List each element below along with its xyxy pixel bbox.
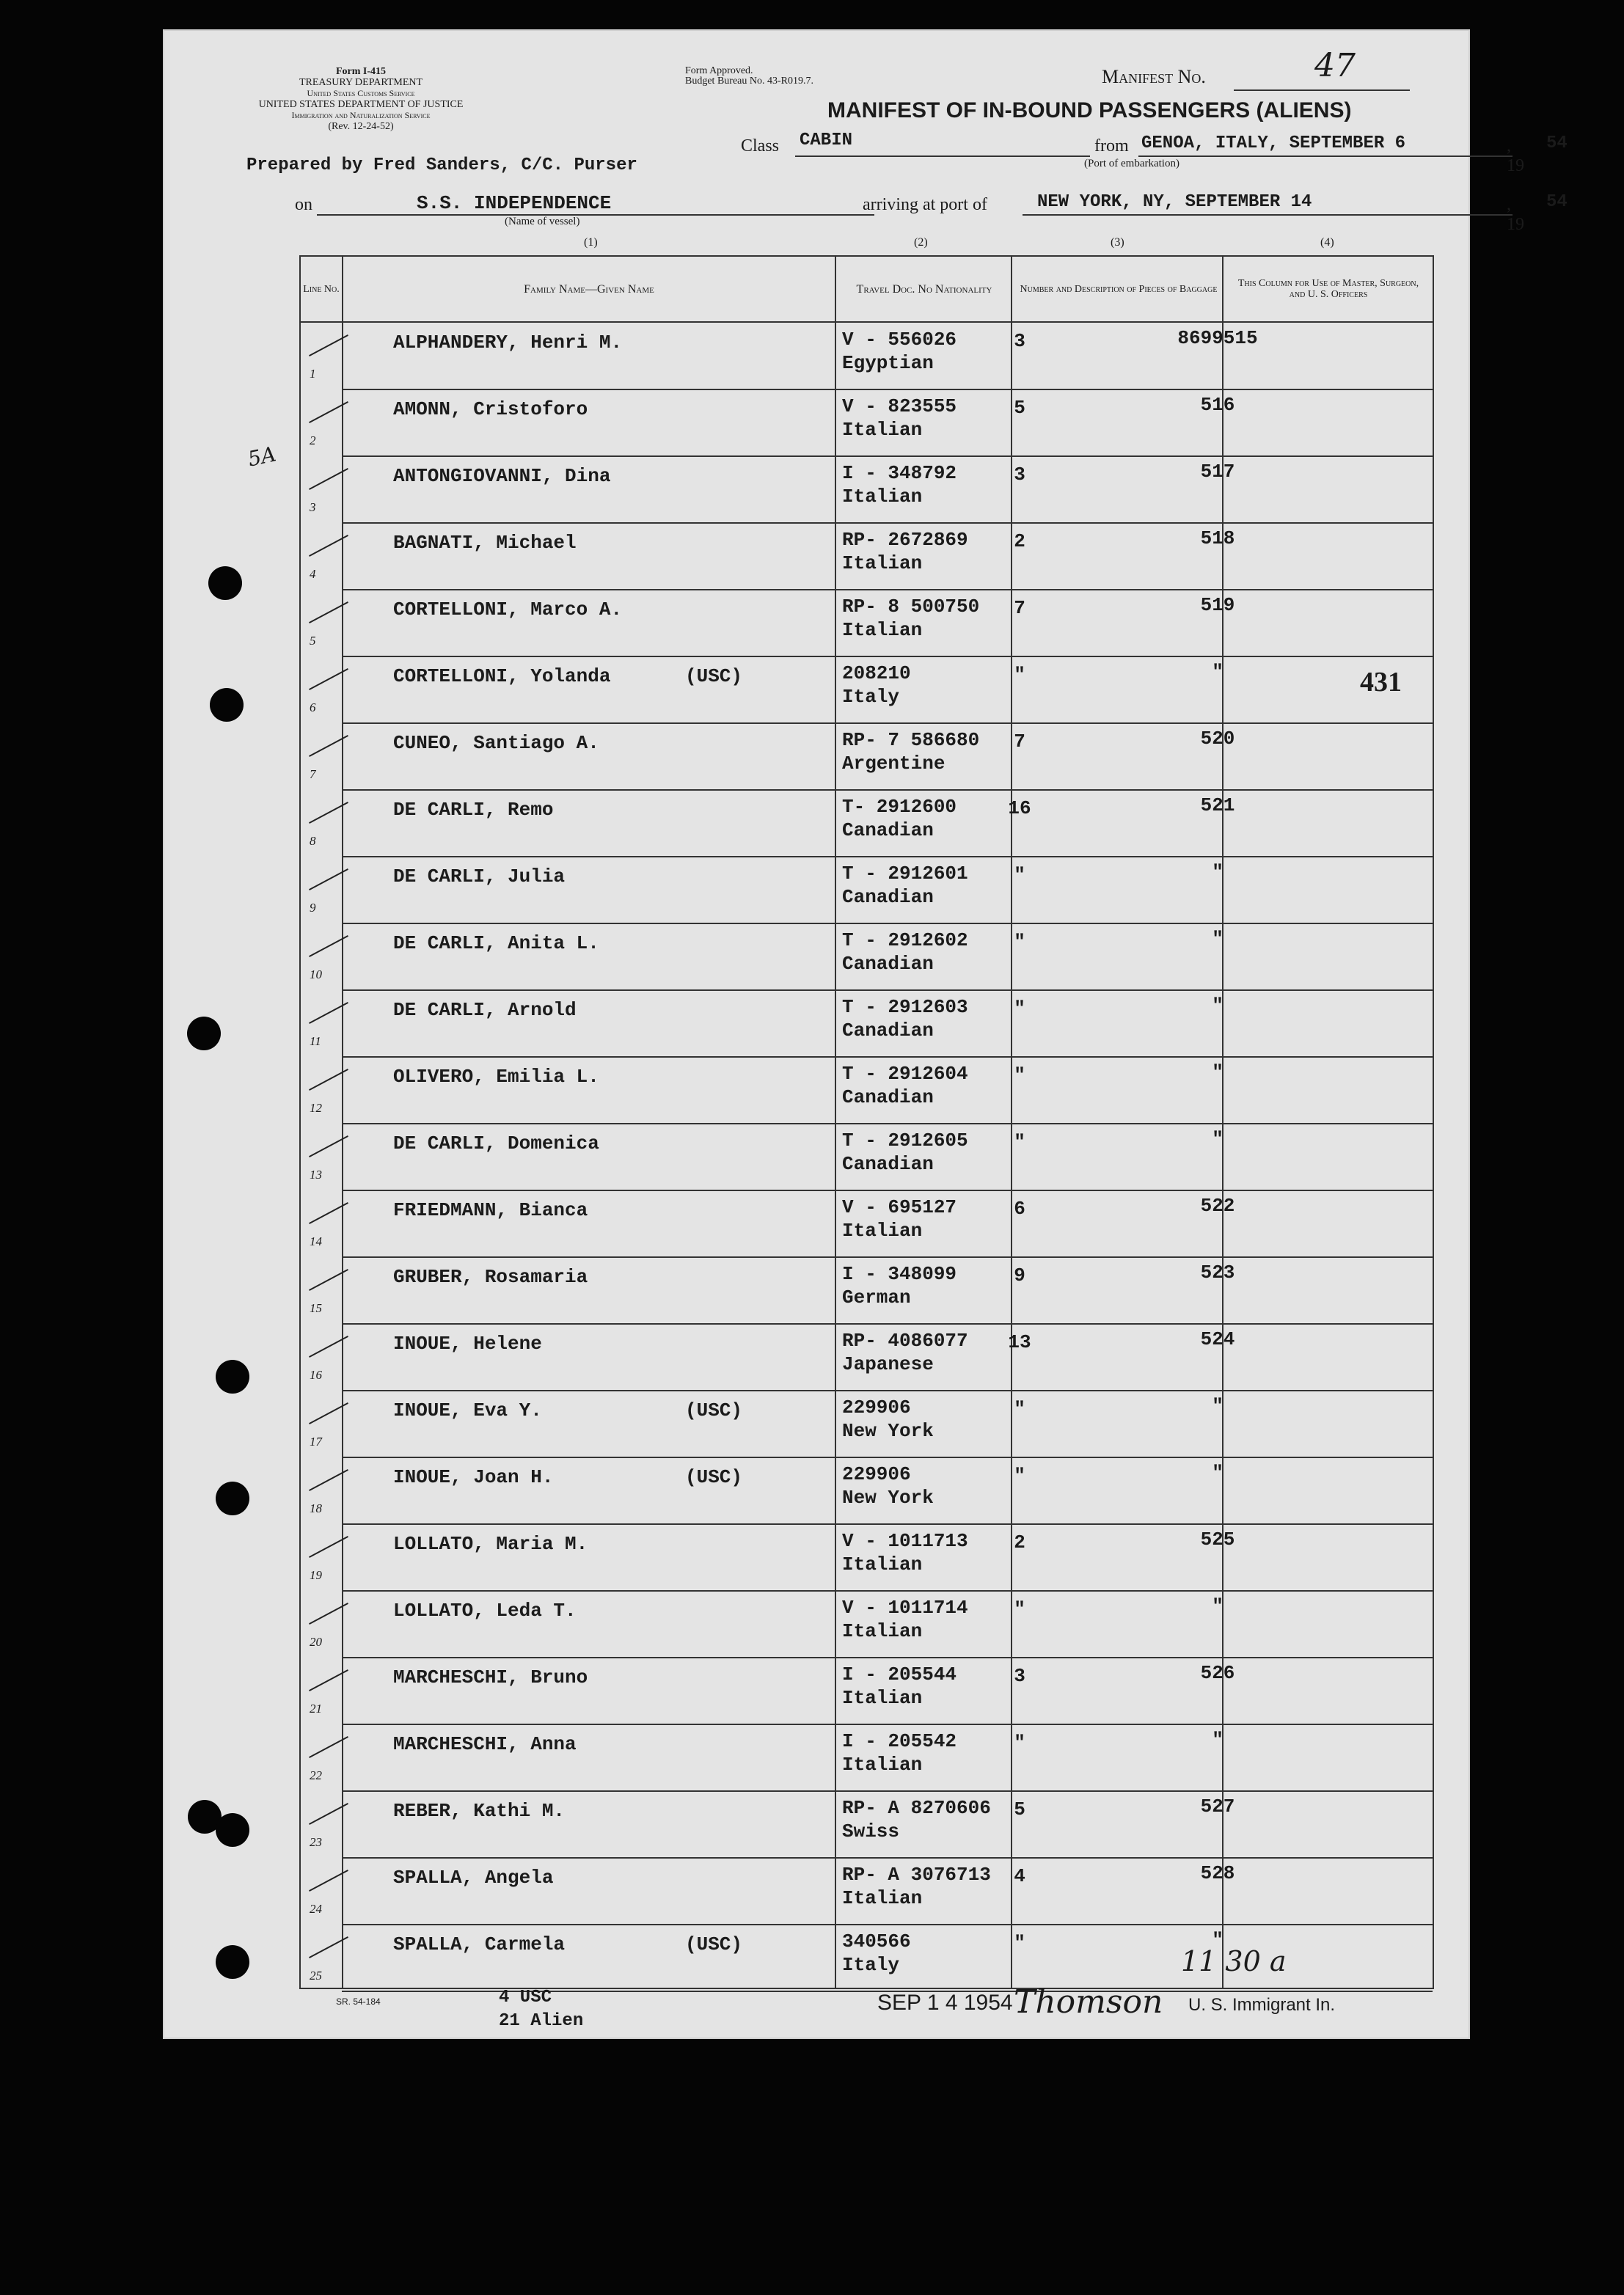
- travel-doc-number: I - 348099: [842, 1263, 957, 1285]
- passenger-name: ANTONGIOVANNI, Dina: [393, 465, 611, 487]
- table-row: [301, 523, 1433, 590]
- baggage-count: ": [1014, 864, 1025, 886]
- baggage-count: 3: [1014, 330, 1025, 352]
- arriving-value: NEW YORK, NY, SEPTEMBER 14: [1037, 192, 1312, 212]
- passenger-table: [299, 255, 1434, 1989]
- table-row: [301, 857, 1433, 923]
- form-code: SR. 54-184: [336, 1996, 381, 2007]
- check-mark: [309, 1069, 348, 1091]
- passenger-name: REBER, Kathi M.: [393, 1800, 566, 1822]
- inspector-title: U. S. Immigrant In.: [1188, 1995, 1336, 2015]
- passenger-name: MARCHESCHI, Bruno: [393, 1666, 588, 1688]
- nationality: Canadian: [842, 1086, 934, 1108]
- check-mark: [309, 668, 348, 690]
- manifest-title: MANIFEST OF IN-BOUND PASSENGERS (ALIENS): [827, 98, 1352, 122]
- passenger-name: CORTELLONI, Yolanda: [393, 665, 611, 687]
- table-row: [301, 1324, 1433, 1391]
- nationality: Italian: [842, 619, 923, 641]
- table-row: [301, 656, 1433, 723]
- line-number: 1: [310, 367, 316, 381]
- baggage-count: ": [1014, 1398, 1025, 1420]
- officer-column-value: 527: [1200, 1796, 1235, 1818]
- table-row: [301, 790, 1433, 857]
- line-number: 23: [310, 1835, 322, 1849]
- line-number: 3: [310, 500, 316, 514]
- line-number: 12: [310, 1101, 322, 1115]
- table-row: [301, 456, 1433, 523]
- line-number: 25: [310, 1969, 322, 1983]
- officer-column-value: ": [1212, 995, 1224, 1017]
- line-number: 17: [310, 1435, 322, 1449]
- baggage-count: ": [1014, 1598, 1025, 1620]
- arriving-label: arriving at port of: [863, 195, 987, 214]
- nationality: Italian: [842, 552, 923, 574]
- table-row: [301, 1190, 1433, 1257]
- passenger-name: AMONN, Cristoforo: [393, 398, 588, 420]
- nationality: Italian: [842, 419, 923, 441]
- passenger-name: SPALLA, Carmela: [393, 1933, 566, 1955]
- baggage-count: 2: [1014, 1531, 1025, 1553]
- travel-doc-number: I - 205542: [842, 1730, 957, 1752]
- passenger-name: BAGNATI, Michael: [393, 532, 577, 554]
- passenger-name: DE CARLI, Arnold: [393, 999, 577, 1021]
- line-number: 7: [310, 767, 316, 781]
- punch-hole: [216, 1813, 249, 1847]
- header-line-no: Line No.: [303, 283, 340, 295]
- check-mark: [309, 1669, 348, 1691]
- officer-column-value: 522: [1200, 1195, 1235, 1217]
- officer-column-value: 526: [1200, 1662, 1235, 1684]
- officer-column-value: ": [1212, 1128, 1224, 1150]
- passenger-name: INOUE, Helene: [393, 1333, 542, 1355]
- dept-customs: United States Customs Service: [307, 88, 415, 98]
- manifest-number: 47: [1314, 47, 1356, 84]
- usc-marker: (USC): [685, 665, 743, 687]
- check-mark: [309, 1336, 348, 1358]
- travel-doc-number: T - 2912603: [842, 996, 968, 1018]
- line-number: 24: [310, 1902, 322, 1916]
- nationality: Swiss: [842, 1820, 900, 1842]
- check-mark: [309, 601, 348, 623]
- travel-doc-number: T - 2912601: [842, 863, 968, 885]
- stamp-date: SEP 1 4 1954: [877, 1991, 1013, 2015]
- nationality: Italian: [842, 1620, 923, 1642]
- check-mark: [309, 802, 348, 824]
- passenger-name: FRIEDMANN, Bianca: [393, 1199, 588, 1221]
- passenger-name: CORTELLONI, Marco A.: [393, 599, 623, 621]
- line-number: 2: [310, 433, 316, 447]
- officer-column-value: ": [1212, 1462, 1224, 1484]
- travel-doc-number: 229906: [842, 1397, 911, 1419]
- table-row: [301, 323, 1433, 389]
- line-number: 16: [310, 1368, 322, 1382]
- nationality: Italian: [842, 486, 923, 508]
- table-row: [301, 1724, 1433, 1791]
- passenger-name: CUNEO, Santiago A.: [393, 732, 599, 754]
- passenger-name: LOLLATO, Leda T.: [393, 1600, 577, 1622]
- header-name: Family Name—Given Name: [524, 282, 654, 296]
- header-baggage: Number and Description of Pieces of Baggage: [1020, 283, 1218, 295]
- check-mark: [309, 1736, 348, 1758]
- col-num-3: (3): [1111, 236, 1124, 249]
- passenger-name: INOUE, Eva Y.: [393, 1399, 542, 1421]
- table-row: [301, 723, 1433, 790]
- usc-marker: (USC): [685, 1466, 743, 1488]
- check-mark: [309, 1603, 348, 1625]
- officer-column-value: 523: [1200, 1262, 1235, 1284]
- line-number: 5: [310, 634, 316, 648]
- dept-ins: Immigration and Naturalization Service: [291, 110, 431, 120]
- table-row: [301, 1124, 1433, 1190]
- from-value: GENOA, ITALY, SEPTEMBER 6: [1141, 133, 1406, 153]
- year-1: 54: [1546, 133, 1568, 153]
- baggage-count: 9: [1014, 1264, 1025, 1286]
- class-label: Class: [741, 136, 780, 155]
- passenger-name: DE CARLI, Anita L.: [393, 932, 599, 954]
- header-doc: Travel Doc. No Nationality: [856, 282, 992, 296]
- line-number: 22: [310, 1768, 322, 1782]
- usc-marker: (USC): [685, 1933, 743, 1955]
- table-row: [301, 1591, 1433, 1658]
- line-number: 15: [310, 1301, 322, 1315]
- officer-column-value: 518: [1200, 527, 1235, 549]
- travel-doc-number: RP- 8 500750: [842, 596, 980, 618]
- baggage-count: ": [1014, 1732, 1025, 1754]
- form-number: Form I-415: [335, 66, 387, 77]
- nationality: Argentine: [842, 753, 945, 775]
- travel-doc-number: 208210: [842, 662, 911, 684]
- prepared-by: Prepared by Fred Sanders, C/C. Purser: [246, 155, 637, 175]
- col-num-1: (1): [584, 236, 598, 249]
- check-mark: [309, 535, 348, 557]
- check-mark: [309, 935, 348, 957]
- year-2: 54: [1546, 192, 1568, 212]
- check-mark: [309, 401, 348, 423]
- officer-column-value: ": [1212, 1929, 1224, 1951]
- form-approved: Form Approved.: [685, 65, 753, 76]
- travel-doc-number: V - 695127: [842, 1196, 957, 1218]
- nationality: Japanese: [842, 1353, 934, 1375]
- nationality: Canadian: [842, 819, 934, 841]
- nationality: Italian: [842, 1754, 923, 1776]
- table-row: [301, 1858, 1433, 1925]
- check-mark: [309, 1202, 348, 1224]
- margin-note: 5A: [245, 442, 279, 472]
- officer-column-value: 525: [1200, 1529, 1235, 1551]
- footer-alien: 21 Alien: [499, 2011, 584, 2031]
- travel-doc-number: V - 823555: [842, 395, 957, 417]
- table-row: [301, 1391, 1433, 1457]
- baggage-count: 7: [1014, 597, 1025, 619]
- travel-doc-number: RP- 7 586680: [842, 729, 980, 751]
- officer-column-value: 528: [1200, 1862, 1235, 1884]
- table-row: [301, 1524, 1433, 1591]
- class-value: CABIN: [800, 131, 853, 150]
- check-mark: [309, 1536, 348, 1558]
- line-number: 20: [310, 1635, 322, 1649]
- check-mark: [309, 1269, 348, 1291]
- passenger-name: DE CARLI, Julia: [393, 865, 566, 887]
- on-label: on: [295, 195, 312, 214]
- line-number: 9: [310, 901, 316, 915]
- year-prefix-1: , 19: [1507, 136, 1524, 175]
- budget-bureau: Budget Bureau No. 43-R019.7.: [685, 76, 813, 87]
- dept-treasury: TREASURY DEPARTMENT: [299, 77, 423, 88]
- vessel-note: (Name of vessel): [505, 216, 580, 227]
- line-number: 21: [310, 1702, 322, 1716]
- baggage-count: ": [1014, 998, 1025, 1020]
- baggage-count: 2: [1014, 530, 1025, 552]
- baggage-count: 7: [1014, 731, 1025, 753]
- travel-doc-number: T - 2912605: [842, 1130, 968, 1152]
- nationality: Egyptian: [842, 352, 934, 374]
- officer-column-value: 524: [1200, 1328, 1235, 1350]
- officer-column-value: 516: [1200, 394, 1235, 416]
- travel-doc-number: I - 205544: [842, 1663, 957, 1685]
- officer-column-value: ": [1212, 1061, 1224, 1083]
- passenger-name: ALPHANDERY, Henri M.: [393, 332, 623, 354]
- line-number: 4: [310, 567, 316, 581]
- punch-hole: [187, 1017, 221, 1050]
- table-row: [301, 1257, 1433, 1324]
- nationality: Italy: [842, 1954, 900, 1976]
- passenger-name: INOUE, Joan H.: [393, 1466, 554, 1488]
- nationality: Italy: [842, 686, 900, 708]
- check-mark: [309, 468, 348, 490]
- travel-doc-number: V - 556026: [842, 329, 957, 351]
- line-number: 14: [310, 1234, 322, 1248]
- nationality: New York: [842, 1487, 934, 1509]
- officer-column-value: 521: [1200, 794, 1235, 816]
- time-note: 11 30 a: [1181, 1945, 1287, 1977]
- travel-doc-number: 229906: [842, 1463, 911, 1485]
- table-row: [301, 590, 1433, 656]
- passenger-name: SPALLA, Angela: [393, 1867, 554, 1889]
- side-note: 431: [1360, 667, 1402, 698]
- travel-doc-number: T- 2912600: [842, 796, 957, 818]
- baggage-count: ": [1014, 1932, 1025, 1954]
- passenger-name: GRUBER, Rosamaria: [393, 1266, 588, 1288]
- baggage-count: ": [1014, 1064, 1025, 1086]
- officer-column-value: 517: [1200, 461, 1235, 483]
- officer-column-value: ": [1212, 928, 1224, 950]
- baggage-count: 13: [1008, 1331, 1031, 1353]
- travel-doc-number: I - 348792: [842, 462, 957, 484]
- baggage-count: 16: [1008, 797, 1031, 819]
- officer-column-value: ": [1212, 661, 1224, 683]
- nationality: New York: [842, 1420, 934, 1442]
- nationality: Canadian: [842, 953, 934, 975]
- passenger-name: OLIVERO, Emilia L.: [393, 1066, 599, 1088]
- punch-hole: [216, 1360, 249, 1394]
- check-mark: [309, 1135, 348, 1157]
- travel-doc-number: V - 1011713: [842, 1530, 968, 1552]
- port-embark-note: (Port of embarkation): [1084, 158, 1179, 169]
- check-mark: [309, 1803, 348, 1825]
- officer-column-value: ": [1212, 1729, 1224, 1751]
- check-mark: [309, 1870, 348, 1892]
- dept-justice: UNITED STATES DEPARTMENT OF JUSTICE: [258, 99, 464, 110]
- baggage-count: ": [1014, 1131, 1025, 1153]
- nationality: Canadian: [842, 886, 934, 908]
- nationality: Italian: [842, 1687, 923, 1709]
- line-number: 18: [310, 1501, 322, 1515]
- line-number: 13: [310, 1168, 322, 1182]
- baggage-count: 5: [1014, 1798, 1025, 1820]
- travel-doc-number: V - 1011714: [842, 1597, 968, 1619]
- check-mark: [309, 735, 348, 757]
- year-prefix-2: , 19: [1507, 195, 1524, 234]
- passenger-name: MARCHESCHI, Anna: [393, 1733, 577, 1755]
- travel-doc-number: RP- A 8270606: [842, 1797, 991, 1819]
- vessel-name: S.S. INDEPENDENCE: [417, 192, 612, 214]
- baggage-count: 6: [1014, 1198, 1025, 1220]
- col-num-4: (4): [1320, 236, 1334, 249]
- travel-doc-number: RP- A 3076713: [842, 1864, 991, 1886]
- passenger-name: DE CARLI, Remo: [393, 799, 554, 821]
- form-revision: (Rev. 12-24-52): [328, 121, 394, 132]
- travel-doc-number: 340566: [842, 1930, 911, 1952]
- line-number: 11: [310, 1034, 321, 1048]
- baggage-count: ": [1014, 931, 1025, 953]
- travel-doc-number: RP- 2672869: [842, 529, 968, 551]
- passenger-name: LOLLATO, Maria M.: [393, 1533, 588, 1555]
- officer-column-value: ": [1212, 1395, 1224, 1417]
- table-row: [301, 1658, 1433, 1724]
- punch-hole: [216, 1945, 249, 1979]
- table-row: [301, 923, 1433, 990]
- punch-hole: [216, 1482, 249, 1515]
- baggage-count: 3: [1014, 1665, 1025, 1687]
- travel-doc-number: T - 2912602: [842, 929, 968, 951]
- signature: Thomson: [1014, 1983, 1163, 2021]
- baggage-count: 5: [1014, 397, 1025, 419]
- nationality: Canadian: [842, 1020, 934, 1042]
- punch-hole: [208, 566, 242, 600]
- check-mark: [309, 1002, 348, 1024]
- line-number: 8: [310, 834, 316, 848]
- nationality: German: [842, 1286, 911, 1308]
- line-number: 10: [310, 967, 322, 981]
- from-label: from: [1094, 136, 1129, 155]
- table-row: [301, 1791, 1433, 1858]
- officer-column-value: ": [1212, 1595, 1224, 1617]
- travel-doc-number: T - 2912604: [842, 1063, 968, 1085]
- table-row: [301, 990, 1433, 1057]
- passenger-name: DE CARLI, Domenica: [393, 1132, 599, 1154]
- nationality: Italian: [842, 1887, 923, 1909]
- check-mark: [309, 1469, 348, 1491]
- manifest-label: Manifest No.: [1102, 66, 1206, 87]
- check-mark: [309, 1402, 348, 1424]
- officer-column-value: 520: [1200, 728, 1235, 750]
- baggage-count: ": [1014, 664, 1025, 686]
- check-mark: [309, 334, 348, 356]
- nationality: Canadian: [842, 1153, 934, 1175]
- table-row: [301, 1457, 1433, 1524]
- col-num-2: (2): [914, 236, 928, 249]
- travel-doc-number: RP- 4086077: [842, 1330, 968, 1352]
- baggage-count: 3: [1014, 464, 1025, 486]
- nationality: Italian: [842, 1220, 923, 1242]
- usc-marker: (USC): [685, 1399, 743, 1421]
- officer-column-value: ": [1212, 861, 1224, 883]
- nationality: Italian: [842, 1553, 923, 1575]
- manifest-page: [163, 29, 1568, 2039]
- header-officers: This Column for Use of Master, Surgeon, and U. S. Officers: [1237, 278, 1419, 300]
- line-number: 19: [310, 1568, 322, 1582]
- punch-hole: [210, 688, 244, 722]
- footer-usc: 4 USC: [499, 1988, 552, 2007]
- baggage-count: 4: [1014, 1865, 1025, 1887]
- officer-column-value: 519: [1200, 594, 1235, 616]
- table-row: [301, 389, 1433, 456]
- line-number: 6: [310, 700, 316, 714]
- baggage-count: ": [1014, 1465, 1025, 1487]
- check-mark: [309, 868, 348, 890]
- table-row: [301, 1057, 1433, 1124]
- check-mark: [309, 1936, 348, 1958]
- officer-column-value: 8699515: [1177, 327, 1258, 349]
